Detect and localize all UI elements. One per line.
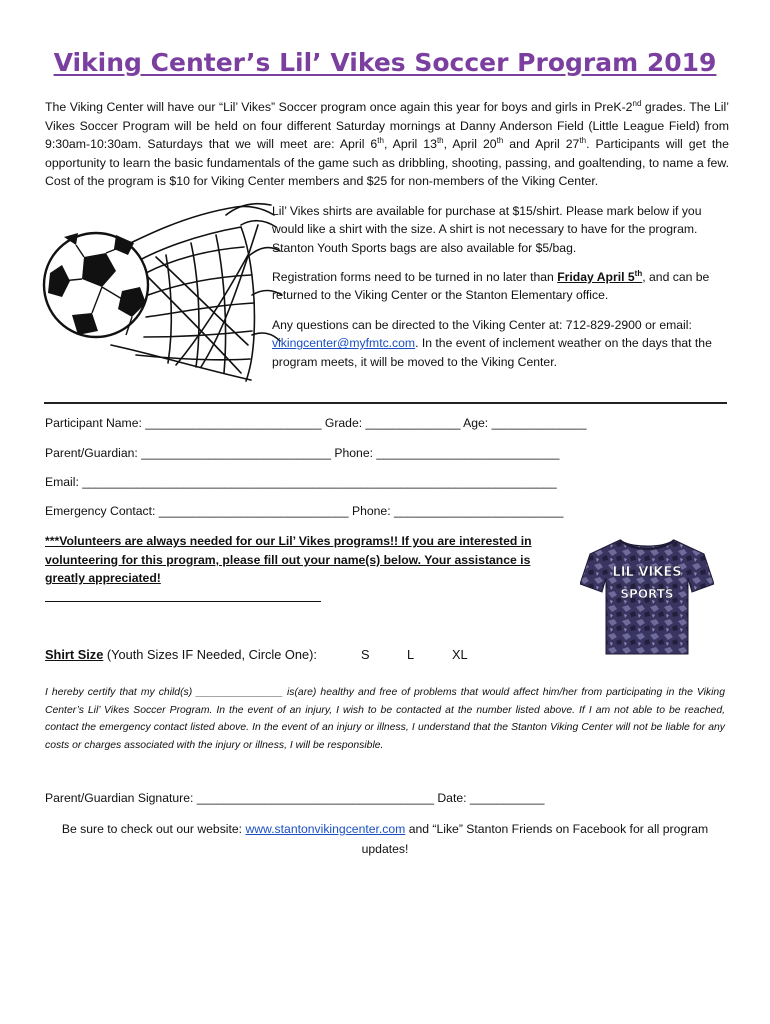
emergency-contact-line[interactable]: Emergency Contact: ____________________________ Phone: _________________________ xyxy=(45,504,564,518)
footer-text: and “Like” Stanton Friends on Facebook for all program updates! xyxy=(361,822,709,856)
intro-text: , April 20 xyxy=(443,137,497,152)
section-divider xyxy=(44,402,727,404)
footer-text: Be sure to check out our website: xyxy=(61,822,246,836)
email-line[interactable]: Email: ______________________________________________________________________ xyxy=(45,475,557,489)
certification-statement: I hereby certify that my child(s) _______________ is(are) healthy and free of problems that would affect him/her from participating in the Viking Center’s Lil’ Vikes Soccer Program. In the event of an injury, I wish to be contacted at the number listed above. If I am not able to be reached, contact the emergency contact listed above. In the event of an injury or illness, I understand that the Stanton Viking Center will not be liable for any costs or charges associated with the injury or illness, I will be responsible. xyxy=(45,687,725,751)
questions-text: Any questions can be directed to the Viking Center at: 712-829-2900 or email: xyxy=(272,318,692,332)
footer-note xyxy=(60,819,710,859)
volunteer-notice: ***Volunteers are always needed for our Lil’ Vikes programs!! If you are interested in volunteering for this program, please fill out your name(s) below. Your assistance is greatly appreciated! xyxy=(45,534,532,586)
intro-sup: nd xyxy=(632,98,642,108)
shirt-size-title: Shirt Size xyxy=(45,647,104,662)
deadline-sup: th xyxy=(634,268,643,278)
size-option-xl[interactable]: XL xyxy=(452,647,468,662)
size-option-l[interactable]: L xyxy=(407,647,415,662)
size-option-s[interactable]: S xyxy=(361,647,370,662)
intro-text: The Viking Center will have our “Lil’ Vikes” Soccer program once again this year for boys and girls in PreK-2 xyxy=(45,100,633,114)
volunteer-name-line[interactable] xyxy=(45,600,321,602)
intro-text: grades. The Lil’ Vikes Soccer Program will be held on four different Saturday mornings at Danny Anderson Field (Little League Field) from 9:30am-10:30am. Saturdays that we will meet are: April 6 xyxy=(45,100,729,152)
shirt-size-label xyxy=(45,647,317,662)
participant-info-line[interactable]: Participant Name: __________________________ Grade: ______________ Age: ______________ xyxy=(45,416,587,430)
intro-sup: th xyxy=(579,136,587,146)
intro-text: and April 27 xyxy=(503,137,580,152)
parent-guardian-line[interactable]: Parent/Guardian: ____________________________ Phone: ___________________________ xyxy=(45,446,560,460)
intro-paragraph xyxy=(45,98,729,191)
website-link[interactable]: www.stantonvikingcenter.com xyxy=(245,822,406,836)
deadline-text: Friday April 5 xyxy=(557,270,635,284)
soccer-ball-net-illustration xyxy=(36,195,286,395)
intro-sup: th xyxy=(377,136,384,146)
shirt-text-bottom: SPORTS xyxy=(620,587,674,601)
intro-text: . Participants will get the opportunity to learn the basic fundamentals of the game such as dribbling, shooting, passing, and goaltending, to name a few. Cost of the program is $10 for Viking Center members and $25 for non-members of the Viking Center. xyxy=(45,137,729,189)
signature-date-line[interactable]: Parent/Guardian Signature: ___________________________________ Date: ___________ xyxy=(45,791,545,805)
lil-vikes-shirt-image xyxy=(580,534,714,658)
page-title: Viking Center’s Lil’ Vikes Soccer Program 2019 xyxy=(53,48,717,77)
shirts-paragraph: Lil’ Vikes shirts are available for purchase at $15/shirt. Please mark below if you would like a shirt with the size. A shirt is not necessary to have for the program. Stanton Youth Sports bags are also available for $5/bag. xyxy=(272,204,702,255)
intro-sup: th xyxy=(496,136,504,146)
questions-paragraph xyxy=(272,316,732,371)
registration-paragraph xyxy=(272,268,732,305)
registration-deadline xyxy=(557,270,642,284)
questions-text: . In the event of inclement weather on the days that the program meets, it will be moved to the Viking Center. xyxy=(272,336,712,369)
registration-text: Registration forms need to be turned in no later than xyxy=(272,270,558,284)
email-link[interactable]: vikingcenter@myfmtc.com xyxy=(272,336,416,351)
shirt-text-top: LIL VIKES xyxy=(612,565,682,580)
intro-text: , April 13 xyxy=(383,137,437,152)
intro-sup: th xyxy=(436,136,444,146)
registration-text: , and can be returned to the Viking Center or the Stanton Elementary office. xyxy=(272,270,710,303)
shirt-size-note: (Youth Sizes IF Needed, Circle One): xyxy=(103,647,317,662)
